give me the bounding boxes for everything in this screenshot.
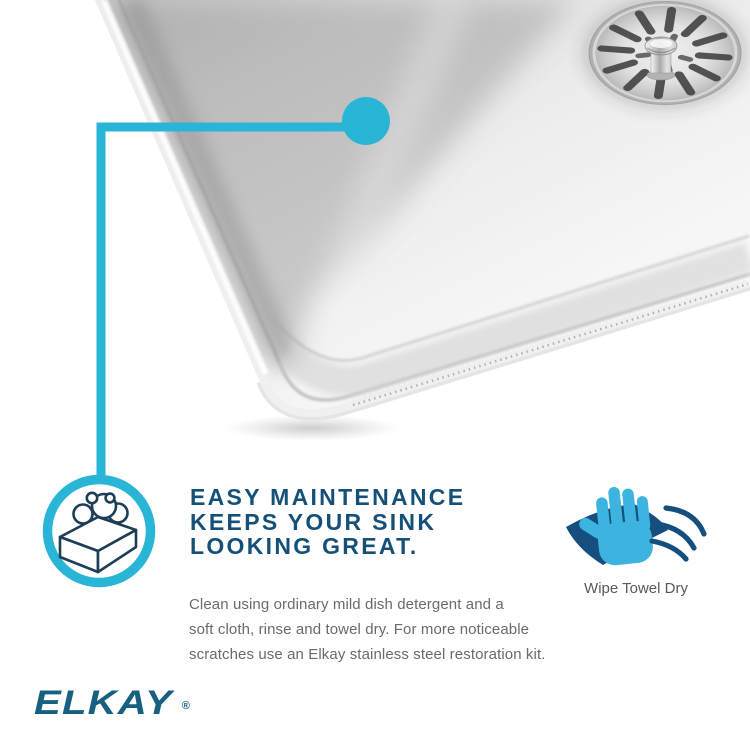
description-line: soft cloth, rinse and towel dry. For more noticeable bbox=[189, 621, 530, 639]
hand-icon bbox=[573, 484, 654, 569]
description-line: scratches use an Elkay stainless steel restoration kit. bbox=[189, 646, 546, 664]
wipe-towel-icon bbox=[566, 484, 704, 569]
sink-basin bbox=[95, 0, 750, 417]
heading-line: LOOKING GREAT. bbox=[190, 533, 419, 560]
wipe-towel-label: Wipe Towel Dry bbox=[584, 580, 688, 597]
drain-strainer bbox=[581, 0, 749, 111]
heading-line: EASY MAINTENANCE bbox=[190, 484, 466, 510]
description-line: Clean using ordinary mild dish detergent and a bbox=[189, 596, 504, 613]
elkay-logo bbox=[34, 684, 190, 723]
registered-trademark-symbol: ® bbox=[181, 700, 190, 712]
heading-line: KEEPS YOUR SINK bbox=[190, 508, 437, 535]
callout-anchor-dot bbox=[342, 97, 390, 145]
maintenance-heading bbox=[190, 485, 465, 559]
elkay-logo-wordmark: ELKAY bbox=[34, 684, 173, 722]
maintenance-description bbox=[189, 592, 546, 668]
